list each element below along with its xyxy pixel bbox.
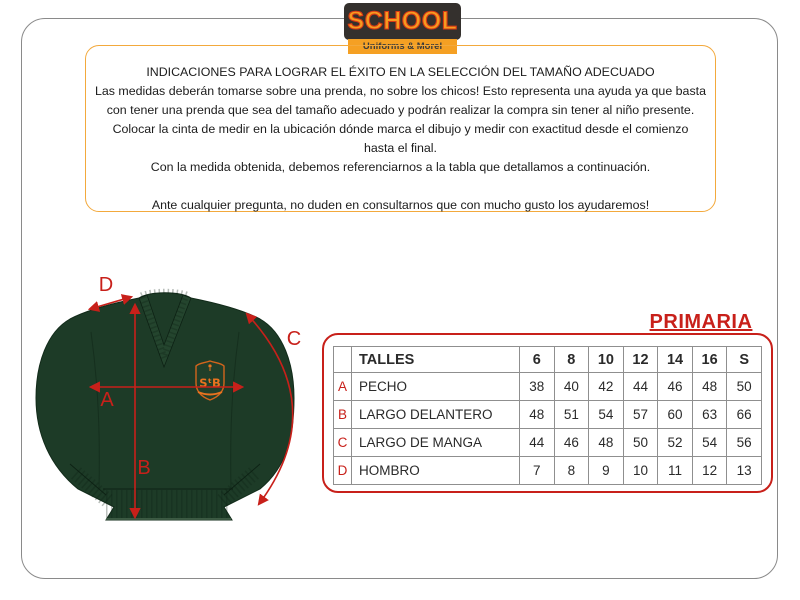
- row-letter: A: [334, 373, 352, 401]
- instructions-line: [86, 177, 715, 196]
- size-table-frame: [322, 333, 773, 493]
- cell-value: 12: [692, 457, 727, 485]
- size-col-header: 6: [520, 347, 555, 373]
- measure-label-c: C: [286, 328, 302, 350]
- size-col-header: 10: [589, 347, 624, 373]
- cell-value: 46: [554, 429, 589, 457]
- instructions-line: hasta el final.: [363, 141, 437, 155]
- table-row-pecho: [334, 373, 762, 401]
- cell-value: 8: [554, 457, 589, 485]
- size-col-header: 12: [623, 347, 658, 373]
- cell-value: 50: [623, 429, 658, 457]
- sweater-body: [36, 293, 294, 520]
- cell-value: 60: [658, 401, 693, 429]
- cell-value: 44: [520, 429, 555, 457]
- cell-value: 44: [623, 373, 658, 401]
- table-row-largo-de-manga: [334, 429, 762, 457]
- row-letter: C: [334, 429, 352, 457]
- cell-value: 48: [520, 401, 555, 429]
- row-label: HOMBRO: [352, 457, 520, 485]
- talles-header: TALLES: [352, 347, 520, 373]
- instructions-line: Ante cualquier pregunta, no duden en consultarnos que con mucho gusto los ayudaremos!: [151, 198, 650, 212]
- cell-value: 46: [658, 373, 693, 401]
- cell-value: 48: [692, 373, 727, 401]
- size-table: [333, 346, 762, 485]
- row-label: LARGO DELANTERO: [352, 401, 520, 429]
- cell-value: 56: [727, 429, 762, 457]
- size-col-header: 16: [692, 347, 727, 373]
- instructions-line: con tener una prenda que sea del tamaño adecuado y podrán realizar la compra sin tener al niño presente.: [106, 103, 695, 117]
- cell-value: 11: [658, 457, 693, 485]
- school-crest: [196, 361, 224, 400]
- cell-value: 13: [727, 457, 762, 485]
- section-title-primaria: PRIMARIA: [649, 311, 753, 333]
- cell-value: 51: [554, 401, 589, 429]
- cell-value: 9: [589, 457, 624, 485]
- size-col-header: 14: [658, 347, 693, 373]
- row-label: PECHO: [352, 373, 520, 401]
- table-row-largo-delantero: [334, 401, 762, 429]
- size-col-header: 8: [554, 347, 589, 373]
- crest-text: SᵗB: [199, 376, 221, 390]
- cell-value: 54: [692, 429, 727, 457]
- row-letter: B: [334, 401, 352, 429]
- cell-value: 50: [727, 373, 762, 401]
- measure-label-d: D: [98, 274, 114, 296]
- cell-value: 7: [520, 457, 555, 485]
- cell-value: 54: [589, 401, 624, 429]
- sweater-diagram: [30, 255, 322, 540]
- cell-value: 48: [589, 429, 624, 457]
- instructions-line: Las medidas deberán tomarse sobre una prenda, no sobre los chicos! Esto representa una ayuda ya que basta: [95, 84, 706, 98]
- table-row-hombro: [334, 457, 762, 485]
- size-table-header-row: [334, 347, 762, 373]
- cell-value: 66: [727, 401, 762, 429]
- instructions-line: Con la medida obtenida, debemos referenciarnos a la tabla que detallamos a continuación.: [150, 160, 651, 174]
- measure-label-a: A: [100, 389, 114, 411]
- instructions-line: Colocar la cinta de medir en la ubicación dónde marca el dibujo y medir con exactitud desde el comienzo: [112, 122, 689, 136]
- cell-value: 10: [623, 457, 658, 485]
- size-col-header: S: [727, 347, 762, 373]
- logo-plate: [344, 3, 461, 40]
- instructions-box: [85, 45, 716, 212]
- cell-value: 63: [692, 401, 727, 429]
- logo-title: SCHOOL: [347, 7, 458, 35]
- logo-subtitle: Uniforms & Morel: [362, 41, 443, 52]
- cell-value: 40: [554, 373, 589, 401]
- instructions-title: INDICACIONES PARA LOGRAR EL ÉXITO EN LA SELECCIÓN DEL TAMAÑO ADECUADO: [146, 65, 655, 79]
- cell-value: 57: [623, 401, 658, 429]
- cell-value: 52: [658, 429, 693, 457]
- row-letter: D: [334, 457, 352, 485]
- corner-cell: [334, 347, 352, 373]
- cell-value: 42: [589, 373, 624, 401]
- row-label: LARGO DE MANGA: [352, 429, 520, 457]
- cell-value: 38: [520, 373, 555, 401]
- measure-label-b: B: [137, 457, 151, 479]
